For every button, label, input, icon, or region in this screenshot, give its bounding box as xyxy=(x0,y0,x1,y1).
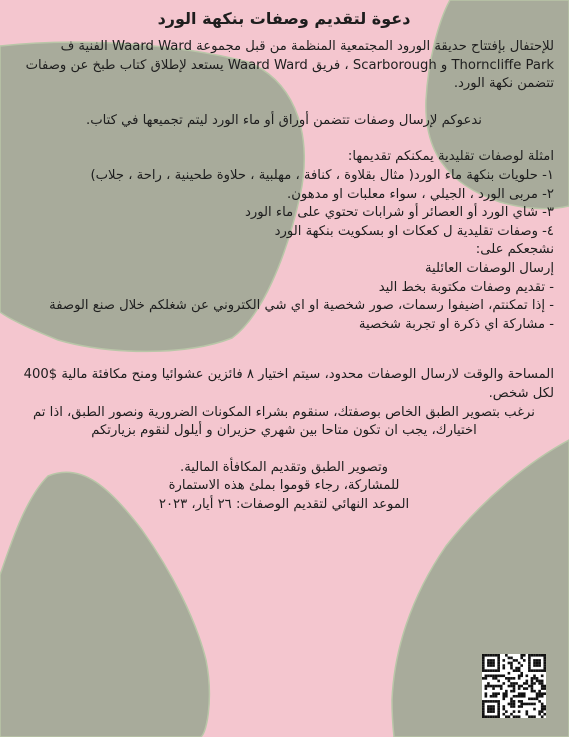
qr-module xyxy=(531,687,534,690)
qr-module xyxy=(543,659,546,662)
qr-module xyxy=(538,690,541,693)
qr-module xyxy=(533,715,536,718)
qr-module xyxy=(526,682,529,685)
qr-module xyxy=(485,715,488,718)
qr-module xyxy=(510,713,513,716)
qr-module xyxy=(490,710,493,713)
qr-module xyxy=(541,682,544,685)
qr-module xyxy=(541,654,544,657)
qr-module xyxy=(497,685,500,688)
qr-module xyxy=(513,669,516,672)
qr-module xyxy=(531,669,534,672)
qr-module xyxy=(482,708,485,711)
qr-module xyxy=(541,695,544,698)
qr-module xyxy=(505,715,508,718)
qr-module xyxy=(482,713,485,716)
qr-module xyxy=(518,705,521,708)
qr-module xyxy=(485,695,488,698)
qr-module xyxy=(528,703,531,706)
qr-module xyxy=(543,713,546,716)
qr-module xyxy=(528,657,531,660)
example-item-4: ٤- وصفات تقليدية ل كعكات او بسكويت بنكهة الورد xyxy=(274,223,554,239)
qr-module xyxy=(482,669,485,672)
qr-module xyxy=(492,700,495,703)
qr-module xyxy=(508,677,511,680)
qr-module xyxy=(510,700,513,703)
qr-module xyxy=(518,677,521,680)
qr-module xyxy=(536,677,539,680)
qr-module xyxy=(526,703,529,706)
qr-module xyxy=(490,662,493,665)
qr-module xyxy=(538,710,541,713)
qr-module xyxy=(515,667,518,670)
qr-module xyxy=(526,680,529,683)
qr-module xyxy=(513,682,516,685)
qr-module xyxy=(533,682,536,685)
qr-module xyxy=(487,659,490,662)
qr-module xyxy=(520,695,523,698)
qr-module xyxy=(487,654,490,657)
example-item-3: ٣- شاي الورد أو العصائر أو شرابات تحتوي على ماء الورد xyxy=(244,205,554,221)
qr-module xyxy=(513,695,516,698)
qr-module xyxy=(482,654,485,657)
qr-module xyxy=(518,710,521,713)
qr-module xyxy=(538,682,541,685)
encourage-item-4: - مشاركة اي ذكرة او تجربة شخصية xyxy=(358,316,554,332)
qr-module xyxy=(482,705,485,708)
qr-module xyxy=(520,685,523,688)
qr-module xyxy=(497,659,500,662)
qr-module xyxy=(513,705,516,708)
qr-module xyxy=(538,662,541,665)
qr-module xyxy=(515,715,518,718)
qr-module xyxy=(541,687,544,690)
qr-module xyxy=(487,664,490,667)
qr-module xyxy=(502,695,505,698)
flyer-content xyxy=(14,8,554,514)
qr-module xyxy=(485,685,488,688)
qr-module xyxy=(531,654,534,657)
qr-module xyxy=(508,685,511,688)
qr-module xyxy=(500,685,503,688)
qr-module xyxy=(492,659,495,662)
qr-module xyxy=(526,710,529,713)
qr-module xyxy=(508,715,511,718)
qr-module xyxy=(485,692,488,695)
intro-paragraph: للإحتفال بإفتتاح حديقة الورود المجتمعية المنظمة من قبل مجموعة Waard Ward الفنية ف Thorncliffe Park و Scarborough ، فريق Waard Ward يستعد لإطلاق كتاب طبخ عن وصفات تتضمن نكهة الورد. xyxy=(25,39,554,92)
qr-module xyxy=(508,657,511,660)
qr-module xyxy=(505,677,508,680)
qr-module xyxy=(505,695,508,698)
qr-module xyxy=(495,654,498,657)
qr-module xyxy=(492,687,495,690)
encourage-item-3: - إذا تمكنتم، اضيفوا رسمات، صور شخصية او اي شي الكتروني عن شغلكم خلال صنع الوصفة xyxy=(49,298,554,314)
qr-module xyxy=(543,685,546,688)
qr-module xyxy=(487,708,490,711)
qr-module xyxy=(541,674,544,677)
qr-module xyxy=(487,682,490,685)
qr-module xyxy=(520,654,523,657)
qr-module xyxy=(523,659,526,662)
qr-module xyxy=(485,654,488,657)
qr-module xyxy=(510,657,513,660)
qr-module xyxy=(487,685,490,688)
qr-module xyxy=(508,672,511,675)
example-item-2: ٢- مربى الورد ، الجيلي ، سواء معلبات او مدهون. xyxy=(287,186,554,202)
qr-module xyxy=(490,685,493,688)
qr-module xyxy=(485,677,488,680)
qr-module xyxy=(533,659,536,662)
qr-module xyxy=(500,687,503,690)
encourage-item-2: - تقديم وصفات مكتوبة بخط اليد xyxy=(378,279,554,295)
qr-module xyxy=(518,700,521,703)
qr-module xyxy=(497,705,500,708)
qr-module xyxy=(538,669,541,672)
qr-module xyxy=(526,674,529,677)
qr-module xyxy=(502,713,505,716)
qr-module xyxy=(510,682,513,685)
qr-module xyxy=(502,708,505,711)
qr-module xyxy=(523,692,526,695)
qr-module xyxy=(513,703,516,706)
encourage-item-1: إرسال الوصفات العائلية xyxy=(424,260,554,276)
qr-module xyxy=(492,705,495,708)
qr-module xyxy=(541,708,544,711)
qr-module xyxy=(518,715,521,718)
qr-module xyxy=(536,659,539,662)
qr-module xyxy=(508,703,511,706)
qr-module xyxy=(528,667,531,670)
qr-module xyxy=(533,703,536,706)
qr-module xyxy=(497,703,500,706)
qr-module xyxy=(541,710,544,713)
qr-module xyxy=(508,662,511,665)
qr-module xyxy=(518,669,521,672)
flyer-title: دعوة لتقديم وصفات بنكهة الورد xyxy=(157,9,411,28)
qr-module xyxy=(502,692,505,695)
qr-module xyxy=(543,664,546,667)
qr-module xyxy=(528,669,531,672)
qr-module xyxy=(502,705,505,708)
qr-module xyxy=(490,664,493,667)
qr-module xyxy=(490,708,493,711)
qr-module xyxy=(505,692,508,695)
qr-module xyxy=(520,657,523,660)
qr-module xyxy=(533,708,536,711)
qr-module xyxy=(543,657,546,660)
qr-module xyxy=(492,674,495,677)
qr-module xyxy=(492,664,495,667)
invitation-text: ندعوكم لإرسال وصفات تتضمن أوراق أو ماء الورد ليتم تجميعها في كتاب. xyxy=(86,112,482,128)
qr-module xyxy=(497,657,500,660)
qr-module xyxy=(495,677,498,680)
qr-module xyxy=(492,695,495,698)
qr-module xyxy=(513,715,516,718)
qr-module xyxy=(520,703,523,706)
qr-module xyxy=(495,674,498,677)
qr-module xyxy=(487,710,490,713)
qr-module xyxy=(518,662,521,665)
qr-module xyxy=(518,674,521,677)
qr-module xyxy=(523,695,526,698)
qr-module xyxy=(485,687,488,690)
qr-module xyxy=(497,664,500,667)
qr-module xyxy=(502,667,505,670)
qr-module xyxy=(533,662,536,665)
qr-module xyxy=(497,692,500,695)
qr-module xyxy=(518,692,521,695)
qr-module xyxy=(487,669,490,672)
qr-module xyxy=(505,710,508,713)
qr-module xyxy=(538,680,541,683)
qr-module xyxy=(497,662,500,665)
qr-module xyxy=(543,667,546,670)
qr-module xyxy=(492,669,495,672)
qr-module xyxy=(526,713,529,716)
qr-module xyxy=(520,700,523,703)
qr-module xyxy=(520,672,523,675)
prize-paragraph: المساحة والوقت لارسال الوصفات محدود، سيتم اختيار ٨ فائزين عشوائيا ومنح مكافئة مالية $400 لكل شخص. xyxy=(23,367,554,401)
qr-module xyxy=(495,700,498,703)
qr-module xyxy=(502,682,505,685)
qr-module xyxy=(497,713,500,716)
qr-module xyxy=(513,710,516,713)
qr-module xyxy=(531,698,534,701)
qr-module xyxy=(485,674,488,677)
qr-module xyxy=(528,659,531,662)
qr-module xyxy=(543,662,546,665)
qr-module xyxy=(497,674,500,677)
qr-module xyxy=(536,662,539,665)
qr-module xyxy=(541,685,544,688)
qr-module xyxy=(531,680,534,683)
qr-module xyxy=(492,662,495,665)
qr-module xyxy=(515,682,518,685)
photo-paragraph: نرغب بتصوير الطبق الخاص بوصفتك، سنقوم بشراء المكونات الضرورية ونصور الطبق، اذا تم اختيارك، يجب ان تكون متاحا بين شهري حزيران و أيلول لنقوم بزيارتكم xyxy=(33,404,535,439)
qr-module xyxy=(536,692,539,695)
qr-module xyxy=(533,664,536,667)
qr-module xyxy=(536,669,539,672)
qr-module xyxy=(538,692,541,695)
qr-module xyxy=(536,664,539,667)
qr-module xyxy=(500,674,503,677)
qr-module xyxy=(533,654,536,657)
qr-module xyxy=(513,677,516,680)
qr-module xyxy=(502,664,505,667)
deadline-text: الموعد النهائي لتقديم الوصفات: ٢٦ أيار، ٢٠٢٣ xyxy=(158,496,410,512)
qr-module xyxy=(492,692,495,695)
qr-module xyxy=(541,680,544,683)
qr-module xyxy=(518,695,521,698)
qr-module xyxy=(497,710,500,713)
qr-module xyxy=(482,667,485,670)
qr-module xyxy=(482,659,485,662)
qr-module xyxy=(502,698,505,701)
qr-module xyxy=(541,715,544,718)
qr-module xyxy=(515,659,518,662)
qr-module xyxy=(533,698,536,701)
qr-module xyxy=(510,690,513,693)
qr-module xyxy=(518,685,521,688)
qr-module xyxy=(543,705,546,708)
qr-module xyxy=(523,682,526,685)
qr-module xyxy=(523,703,526,706)
qr-module xyxy=(505,690,508,693)
qr-module xyxy=(497,680,500,683)
qr-module xyxy=(502,674,505,677)
qr-module xyxy=(482,677,485,680)
qr-module xyxy=(485,700,488,703)
qr-module xyxy=(495,715,498,718)
qr-module xyxy=(538,664,541,667)
qr-module xyxy=(528,664,531,667)
qr-module xyxy=(541,669,544,672)
qr-module xyxy=(492,685,495,688)
qr-module xyxy=(513,700,516,703)
qr-module xyxy=(520,705,523,708)
qr-module xyxy=(497,667,500,670)
qr-module xyxy=(495,692,498,695)
qr-module xyxy=(515,695,518,698)
qr-module xyxy=(520,674,523,677)
qr-module xyxy=(510,662,513,665)
qr-module xyxy=(536,680,539,683)
qr-module xyxy=(505,654,508,657)
qr-module xyxy=(482,710,485,713)
qr-module xyxy=(536,654,539,657)
qr-module xyxy=(533,669,536,672)
qr-module xyxy=(538,700,541,703)
qr-module xyxy=(513,687,516,690)
example-item-1: ١- حلويات بنكهة ماء الورد( مثال بقلاوة ، كنافة ، مهلبية ، حلاوة طحينية ، راحة ، جلاب) xyxy=(90,167,554,183)
qr-module xyxy=(520,664,523,667)
qr-module xyxy=(541,703,544,706)
qr-module xyxy=(492,654,495,657)
qr-module xyxy=(487,715,490,718)
qr-module xyxy=(543,692,546,695)
qr-module xyxy=(543,654,546,657)
qr-module xyxy=(518,687,521,690)
qr-module xyxy=(543,687,546,690)
qr-module xyxy=(490,659,493,662)
qr-module xyxy=(482,657,485,660)
qr-module xyxy=(490,669,493,672)
photo-end-text: وتصوير الطبق وتقديم المكافأة المالية. xyxy=(180,459,388,475)
qr-module xyxy=(510,705,513,708)
qr-module xyxy=(528,662,531,665)
encourage-heading: نشجعكم على: xyxy=(475,242,554,258)
qr-module xyxy=(492,710,495,713)
qr-module xyxy=(523,687,526,690)
qr-module xyxy=(482,715,485,718)
qr-module xyxy=(495,685,498,688)
qr-module xyxy=(528,698,531,701)
qr-module xyxy=(497,700,500,703)
qr-module xyxy=(510,685,513,688)
qr-module xyxy=(513,690,516,693)
qr-module xyxy=(536,695,539,698)
qr-module xyxy=(487,674,490,677)
qr-module xyxy=(543,669,546,672)
qr-module xyxy=(482,700,485,703)
qr-module xyxy=(482,664,485,667)
qr-module xyxy=(538,659,541,662)
qr-module xyxy=(538,654,541,657)
qr-module xyxy=(490,700,493,703)
qr-module xyxy=(536,698,539,701)
qr-module xyxy=(487,662,490,665)
qr-module xyxy=(490,695,493,698)
qr-module xyxy=(533,674,536,677)
qr-module xyxy=(495,695,498,698)
qr-module xyxy=(495,669,498,672)
qr-module xyxy=(518,667,521,670)
qr-module xyxy=(492,715,495,718)
qr-module xyxy=(490,654,493,657)
qr-module xyxy=(510,677,513,680)
qr-module xyxy=(510,698,513,701)
qr-module xyxy=(510,703,513,706)
qr-module xyxy=(541,692,544,695)
qr-module xyxy=(526,687,529,690)
qr-module xyxy=(541,705,544,708)
qr-module xyxy=(533,677,536,680)
qr-module xyxy=(513,685,516,688)
qr-module xyxy=(492,677,495,680)
qr-module xyxy=(531,715,534,718)
qr-module xyxy=(528,715,531,718)
qr-module xyxy=(490,705,493,708)
qr-module xyxy=(523,654,526,657)
qr-module xyxy=(497,669,500,672)
qr-module xyxy=(538,695,541,698)
qr-module xyxy=(487,705,490,708)
qr-module xyxy=(510,664,513,667)
qr-module xyxy=(487,700,490,703)
qr-module xyxy=(528,654,531,657)
qr-module xyxy=(502,659,505,662)
qr-code-icon[interactable] xyxy=(482,654,546,718)
qr-module xyxy=(482,662,485,665)
qr-module xyxy=(533,690,536,693)
qr-module xyxy=(497,654,500,657)
qr-module xyxy=(531,690,534,693)
qr-module xyxy=(482,703,485,706)
qr-module xyxy=(497,715,500,718)
qr-module xyxy=(531,703,534,706)
qr-module xyxy=(490,674,493,677)
qr-module xyxy=(510,667,513,670)
qr-module xyxy=(520,692,523,695)
participate-text: للمشاركة، رجاء قوموا بملئ هذه الاستمارة xyxy=(168,478,400,494)
qr-module xyxy=(492,708,495,711)
qr-module xyxy=(485,669,488,672)
examples-heading: امثلة لوصفات تقليدية يمكنكم تقديمها: xyxy=(347,149,554,165)
qr-module xyxy=(531,682,534,685)
qr-module xyxy=(528,685,531,688)
qr-module xyxy=(497,708,500,711)
qr-module xyxy=(543,708,546,711)
qr-module xyxy=(515,669,518,672)
qr-module xyxy=(531,677,534,680)
qr-module xyxy=(508,680,511,683)
qr-module xyxy=(513,659,516,662)
qr-module xyxy=(531,685,534,688)
qr-module xyxy=(490,715,493,718)
qr-module xyxy=(538,713,541,716)
